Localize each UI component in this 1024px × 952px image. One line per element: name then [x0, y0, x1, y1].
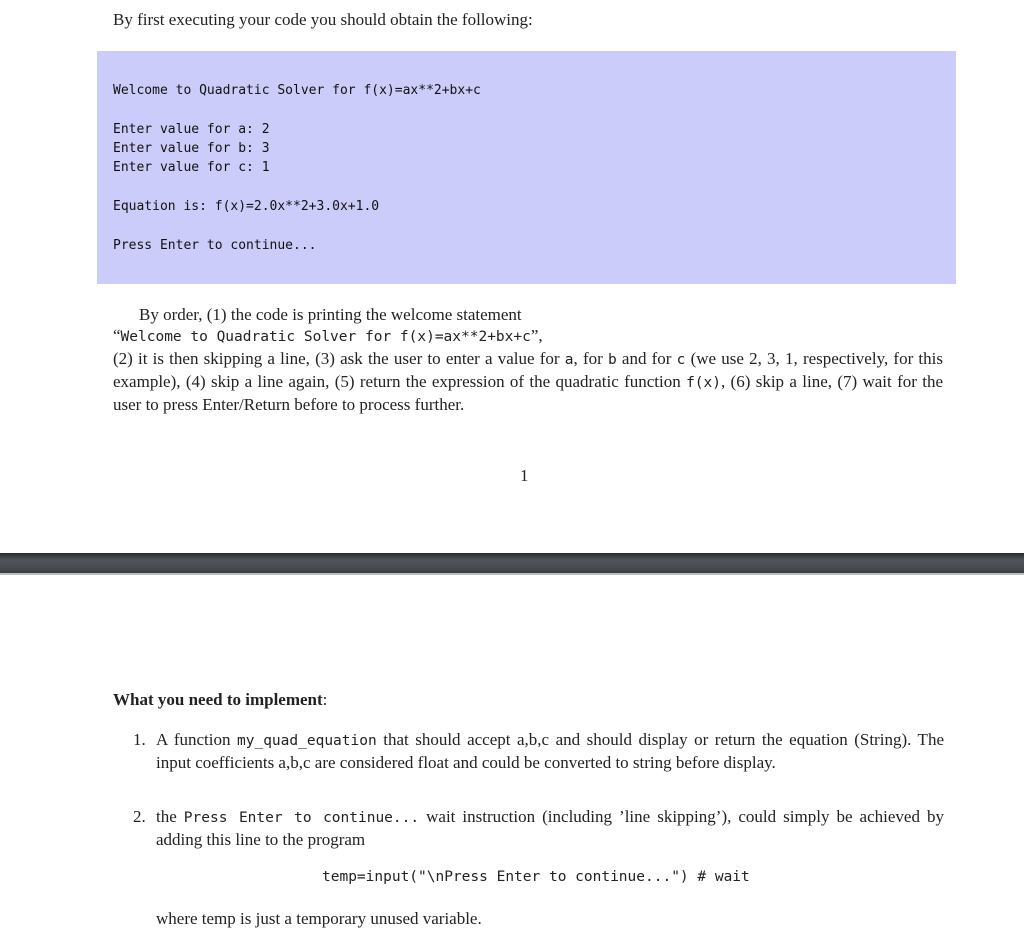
- list-item-1: [133, 729, 944, 773]
- quote-close: ”,: [530, 326, 543, 345]
- list-item-2-number: 2.: [133, 807, 146, 826]
- code-b: b: [607, 352, 617, 368]
- para-text-2c: and for: [616, 349, 677, 368]
- console-equation: Equation is: f(x)=2.0x**2+3.0x+1.0: [113, 199, 380, 214]
- console-welcome: Welcome to Quadratic Solver for f(x)=ax**2+bx+c: [113, 83, 481, 98]
- item1-text-1: A function: [156, 730, 238, 749]
- code-c: c: [676, 352, 686, 368]
- item2-text-2: wait instruction (including ’line skipping’), could simply be achieved by adding this line to the program: [156, 807, 944, 849]
- section-heading: [113, 690, 327, 710]
- para-text-2b: , for: [573, 349, 608, 368]
- heading-text: What you need to implement: [113, 690, 323, 709]
- code-a: a: [564, 352, 574, 368]
- console-prompt-b: Enter value for b: 3: [113, 141, 270, 156]
- where-text: where temp is just a temporary unused variable.: [156, 909, 482, 928]
- console-output-box: [97, 51, 956, 284]
- item1-code: my_quad_equation: [237, 733, 377, 749]
- page-separator-edge: [0, 573, 1024, 575]
- page-separator: [0, 553, 1024, 573]
- quote-open: “: [113, 326, 121, 345]
- heading-colon: :: [322, 690, 328, 709]
- para-text-2d: (we use 2, 3, 1, respectively, for this example), (4) skip a line again, (5) return the expression of the quadratic function: [113, 349, 943, 391]
- page-number: 1: [520, 466, 529, 485]
- para-line-1: By order, (1) the code is printing the welcome statement: [139, 305, 522, 324]
- item1-text-2: that should accept a,b,c and should display or return the equation (String). The input coefficients a,b,c are considered float and could be converted to string before display.: [156, 730, 944, 772]
- para-text-2a: (2) it is then skipping a line, (3) ask the user to enter a value for: [113, 349, 565, 368]
- list-item-1-number: 1.: [133, 730, 146, 749]
- console-prompt-a: Enter value for a: 2: [113, 122, 270, 137]
- quote-code: Welcome to Quadratic Solver for f(x)=ax**2+bx+c: [120, 329, 531, 345]
- console-prompt-c: Enter value for c: 1: [113, 160, 270, 175]
- item2-text-1: the: [156, 807, 184, 826]
- para-text-2e: , (6) skip a line, (7) wait for the user to press Enter/Return before to process further.: [113, 372, 943, 414]
- intro-text: By first executing your code you should obtain the following:: [113, 10, 533, 29]
- console-press-enter: Press Enter to continue...: [113, 238, 317, 253]
- item2-code: Press Enter to continue...: [183, 810, 420, 826]
- code-line: temp=input("\nPress Enter to continue...") # wait: [322, 869, 750, 885]
- explanation-paragraph: [113, 304, 943, 415]
- list-item-2: [133, 806, 944, 850]
- code-fx: f(x): [686, 375, 721, 391]
